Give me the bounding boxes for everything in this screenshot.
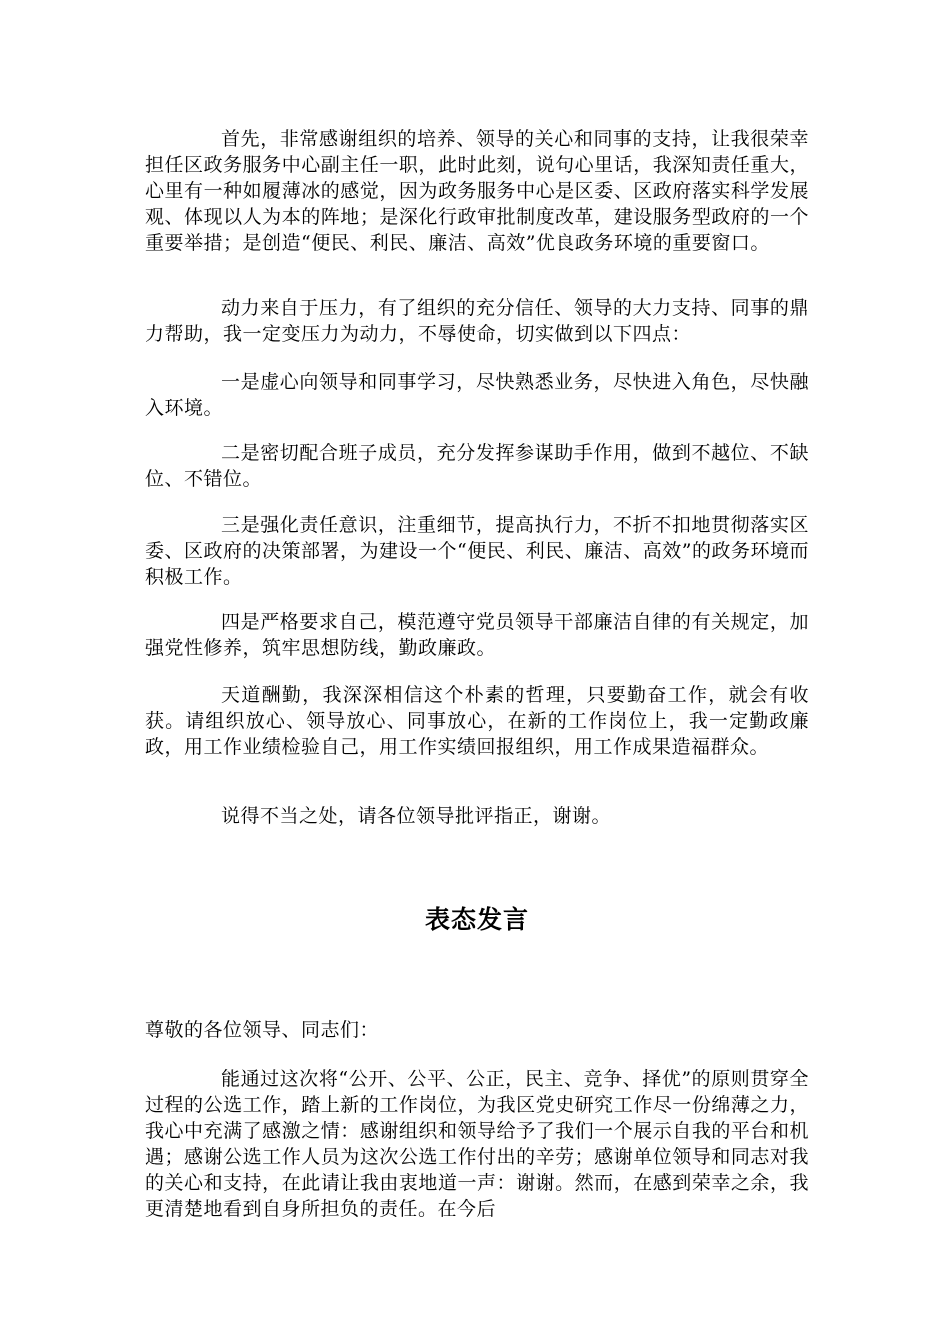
paragraph-point-one: 一是虚心向领导和同事学习，尽快熟悉业务，尽快进入角色，尽快融入环境。 xyxy=(145,371,809,419)
salutation: 尊敬的各位领导、同志们： xyxy=(145,1019,380,1041)
page-title: 表态发言 xyxy=(424,905,529,934)
paragraph-point-three: 三是强化责任意识，注重细节，提高执行力，不折不扣地贯彻落实区委、区政府的决策部署，为建设一个“便民、利民、廉洁、高效”的政务环境而积极工作。 xyxy=(145,514,809,588)
paragraph-point-four: 四是严格要求自己，模范遵守党员领导干部廉洁自律的有关规定，加强党性修养，筑牢思想防线，勤政廉政。 xyxy=(145,611,809,659)
paragraph-opening: 能通过这次将“公开、公平、公正，民主、竞争、择优”的原则贯穿全过程的公选工作，踏上新的工作岗位，为我区党史研究工作尽一份绵薄之力，我心中充满了感激之情：感谢组织和领导给予了我们一个展示自我的平台和机遇；感谢公选工作人员为这次公选工作付出的辛劳；感谢单位领导和同志对我的关心和支持，在此请让我由衷地道一声：谢谢。然而，在感到荣幸之余，我更清楚地看到自身所担负的责任。在今后 xyxy=(145,1068,809,1220)
document-page xyxy=(145,0,809,1344)
paragraph-pressure-motivation: 动力来自于压力，有了组织的充分信任、领导的大力支持、同事的鼎力帮助，我一定变压力为动力，不辱使命，切实做到以下四点： xyxy=(145,297,809,345)
paragraph-gratitude: 首先，非常感谢组织的培养、领导的关心和同事的支持，让我很荣幸担任区政务服务中心副主任一职，此时此刻，说句心里话，我深知责任重大，心里有一种如履薄冰的感觉，因为政务服务中心是区委、区政府落实科学发展观、体现以人为本的阵地；是深化行政审批制度改革，建设服务型政府的一个重要举措；是创造“便民、利民、廉洁、高效”优良政务环境的重要窗口。 xyxy=(145,128,809,254)
paragraph-closing: 说得不当之处，请各位领导批评指正，谢谢。 xyxy=(221,805,612,827)
paragraph-point-two: 二是密切配合班子成员，充分发挥参谋助手作用，做到不越位、不缺位、不错位。 xyxy=(145,442,809,490)
paragraph-diligence: 天道酬勤，我深深相信这个朴素的哲理，只要勤奋工作，就会有收获。请组织放心、领导放心、同事放心，在新的工作岗位上，我一定勤政廉政，用工作业绩检验自己，用工作实绩回报组织，用工作成果造福群众。 xyxy=(145,684,809,758)
